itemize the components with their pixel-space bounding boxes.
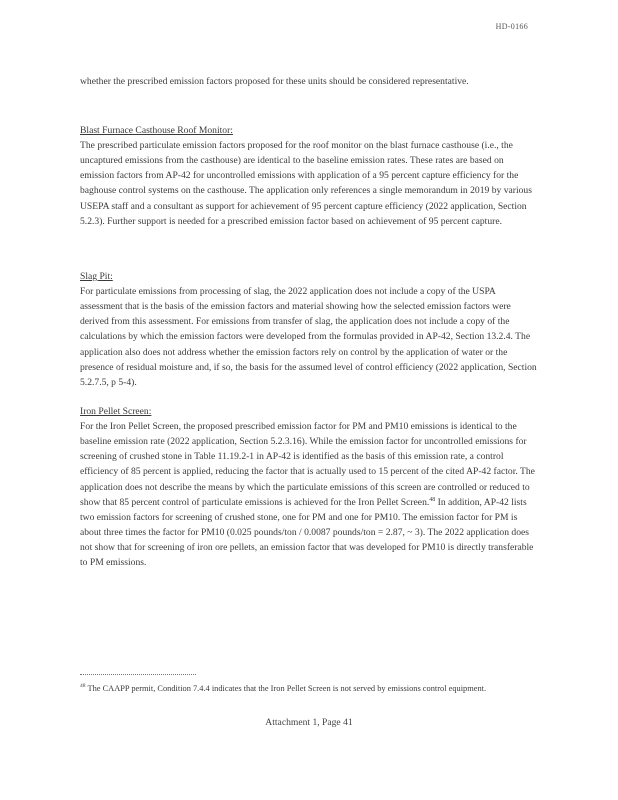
intro-paragraph: whether the prescribed emission factors proposed for these units should be considered representative. [80,76,469,87]
footnote-divider [80,674,196,675]
section-paragraph: The prescribed particulate emission factors proposed for the roof monitor on the blast furnace casthouse (i.e., the uncaptured emissions from the casthouse) are identical to the baseline emission rates. These rates are based on emission factors from AP-42 for uncontrolled emissions with application of a 95 percent capture efficiency for the baghouse control systems on the casthouse. The application only references a single memorandum in 2019 by various USEPA staff and a consultant as support for achievement of 95 percent capture efficiency (2022 application, Section 5.2.3). Further support is needed for a prescribed emission factor based on achievement of 95 percent capture. [80,140,532,227]
footnote-text: The CAAPP permit, Condition 7.4.4 indicates that the Iron Pellet Screen is not served by emissions control equipment. [87,684,487,693]
footnote-reference[interactable]: 48 [429,496,436,503]
section-paragraph: For particulate emissions from processing of slag, the 2022 application does not include a copy of the USPA assessment that is the basis of the emission factors and material showing how the selected emission factors were derived from this assessment. For emissions from transfer of slag, the application does not include a copy of the calculations by which the emission factors were developed from the formulas provided in AP-42, Section 13.2.4. The application also does not address whether the emission factors rely on control by the application of water or the presence of residual moisture and, if so, the basis for the assumed level of control efficiency (2022 application, Section 5.2.7.5, p 5-4). [80,286,537,388]
section-iron-pellet-screen [80,405,540,571]
section-paragraph [80,419,540,571]
document-id: HD-0166 [495,22,528,31]
paragraph-text-part-2: In addition, AP-42 lists two emission factors for screening of crushed stone, one for PM and one for PM10. The emission factor for PM is about three times the factor for PM10 (0.025 pounds/ton / 0.0087 pounds/ton = 2.87, ~ 3). The 2022 application does not show that for screening of iron ore pellets, an emission factor that was developed for PM10 is directly transferable to PM emissions. [80,496,534,569]
section-heading: Slag Pit: [80,271,113,282]
section-roof-monitor [80,124,540,229]
section-heading: Iron Pellet Screen: [80,406,152,417]
section-slag-pit [80,270,540,390]
paragraph-text-part-1: For the Iron Pellet Screen, the proposed prescribed emission factor for PM and PM10 emissions is identical to the baseline emission rate (2022 application, Section 5.2.3.16). While the emission factor for uncontrolled emissions for screening of crushed stone in Table 11.19.2-1 in AP-42 is identified as the basis of this emission rate, a control efficiency of 85 percent is applied, reducing the factor that is actually used to 15 percent of the cited AP-42 factor. The application does not describe the means by which the particulate emissions of this screen are controlled or reduced to show that 85 percent control of particulate emissions is achieved for the Iron Pellet Screen. [80,421,535,508]
section-heading: Blast Furnace Casthouse Roof Monitor: [80,125,233,136]
footnote-number: 48 [80,683,86,690]
footnote [80,682,520,695]
page-footer: Attachment 1, Page 41 [265,717,353,728]
